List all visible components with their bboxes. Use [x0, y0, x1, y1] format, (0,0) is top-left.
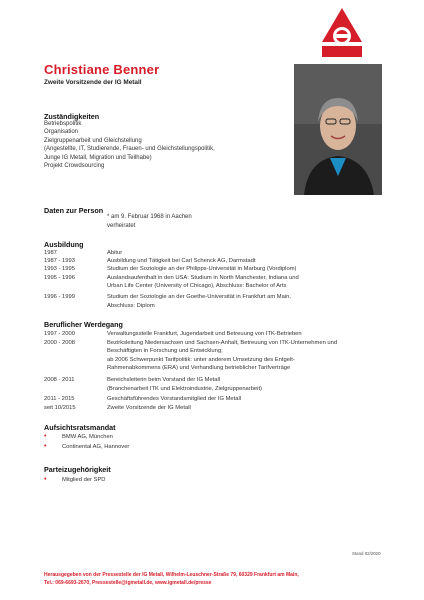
- list-item: Organisation: [44, 129, 79, 135]
- section-title-ausbildung: Ausbildung: [44, 240, 84, 249]
- section-title-daten: Daten zur Person: [44, 206, 104, 215]
- list-item: (Angestellte, IT, Studierende, Frauen- und Gleichstellungspolitik,: [44, 146, 215, 152]
- portrait-photo: [294, 64, 382, 195]
- section-title-partei: Parteizugehörigkeit: [44, 465, 111, 474]
- list-item: Junge IG Metall, Migration und Teilhabe): [44, 155, 152, 161]
- bullet-icon: •: [44, 433, 47, 440]
- list-item: Projekt Crowdsourcing: [44, 163, 105, 169]
- ig-metall-logo-icon: [322, 8, 362, 58]
- footer-contact: Tel.: 069-6693-2670, Pressestelle@igmetall.de, www.igmetall.de/presse: [44, 580, 212, 586]
- section-title-zustaendigkeiten: Zuständigkeiten: [44, 112, 100, 121]
- birth-info: * am 9. Februar 1968 in Aachen: [107, 214, 192, 220]
- date-stamp: Stand 02/2020: [352, 551, 381, 556]
- person-name: Christiane Benner: [44, 62, 160, 77]
- section-title-werdegang: Beruflicher Werdegang: [44, 320, 123, 329]
- footer-address: Herausgegeben von der Pressestelle der IG Metall, Wilhelm-Leuschner-Straße 79, 60329 Frankfurt am Main,: [44, 572, 299, 578]
- list-item: Betriebspolitik: [44, 121, 82, 127]
- person-role: Zweite Vorsitzende der IG Metall: [44, 79, 142, 86]
- bullet-icon: •: [44, 476, 47, 483]
- marital-status: verheiratet: [107, 223, 136, 229]
- section-title-aufsichtsrat: Aufsichtsratsmandat: [44, 423, 116, 432]
- list-item: Zielgruppenarbeit und Gleichstellung: [44, 138, 142, 144]
- bullet-icon: •: [44, 443, 47, 450]
- footer: [44, 571, 299, 587]
